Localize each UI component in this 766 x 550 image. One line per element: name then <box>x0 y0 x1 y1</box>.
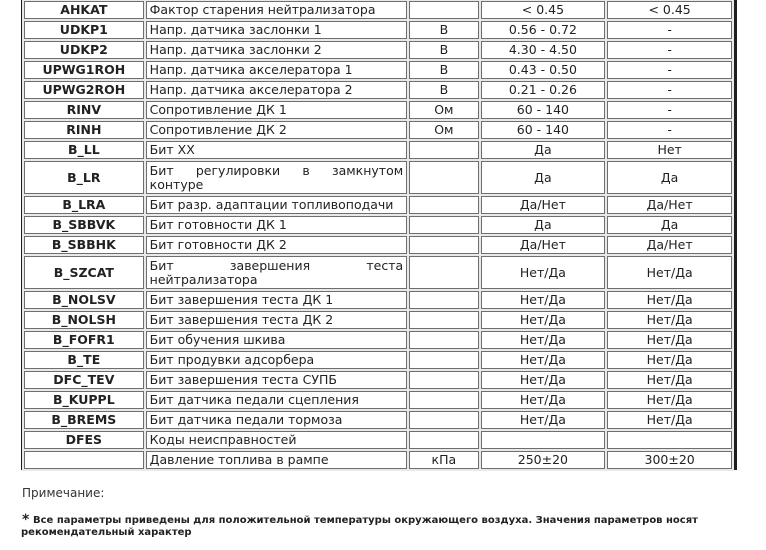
table-row <box>24 161 732 194</box>
param-description-cell: Бит разр. адаптации топливоподачи <box>146 196 407 214</box>
param-value-2-cell: Нет/Да <box>607 351 732 369</box>
param-code-cell: B_KUPPL <box>24 391 144 409</box>
param-description-cell: Бит завершения теста СУПБ <box>146 371 407 389</box>
param-unit-cell: В <box>409 61 478 79</box>
param-code-cell: B_FOFR1 <box>24 331 144 349</box>
table-row <box>24 21 732 39</box>
table-row <box>24 41 732 59</box>
param-unit-cell: В <box>409 81 478 99</box>
param-code-cell: B_SZCAT <box>24 256 144 289</box>
param-description-cell: Давление топлива в рампе <box>146 451 407 469</box>
param-value-1-cell: Нет/Да <box>481 411 606 429</box>
param-value-2-cell: - <box>607 21 732 39</box>
table-row <box>24 256 732 289</box>
param-description-cell: Бит завершения теста ДК 1 <box>146 291 407 309</box>
param-unit-cell <box>409 196 478 214</box>
param-value-1-cell: Нет/Да <box>481 351 606 369</box>
param-unit-cell: В <box>409 41 478 59</box>
param-value-1-cell: Нет/Да <box>481 256 606 289</box>
param-unit-cell <box>409 256 478 289</box>
table-row <box>24 1 732 19</box>
param-code-cell: B_NOLSH <box>24 311 144 329</box>
param-unit-cell <box>409 291 478 309</box>
param-value-1-cell: 0.21 - 0.26 <box>481 81 606 99</box>
param-value-2-cell: Да <box>607 216 732 234</box>
param-unit-cell <box>409 161 478 194</box>
param-value-1-cell: Нет/Да <box>481 291 606 309</box>
param-value-2-cell: Да/Нет <box>607 236 732 254</box>
param-unit-cell: кПа <box>409 451 478 469</box>
param-description-cell: Бит обучения шкива <box>146 331 407 349</box>
param-description-cell: Напр. датчика акселератора 2 <box>146 81 407 99</box>
param-code-cell: B_BREMS <box>24 411 144 429</box>
param-code-cell: DFC_TEV <box>24 371 144 389</box>
param-code-cell: DFES <box>24 431 144 449</box>
param-value-1-cell: 4.30 - 4.50 <box>481 41 606 59</box>
param-value-1-cell: 0.56 - 0.72 <box>481 21 606 39</box>
param-value-1-cell: 0.43 - 0.50 <box>481 61 606 79</box>
param-unit-cell <box>409 371 478 389</box>
param-description-cell: Напр. датчика заслонки 2 <box>146 41 407 59</box>
param-description-cell: Бит регулировки в замкнутом контуре <box>146 161 407 194</box>
param-code-cell: UDKP1 <box>24 21 144 39</box>
param-value-2-cell: Нет/Да <box>607 331 732 349</box>
param-value-2-cell: - <box>607 41 732 59</box>
param-value-1-cell: Да/Нет <box>481 196 606 214</box>
note-text: Все параметры приведены для положительной температуры окружающего воздуха. Значения параметров носят рекомендательный характер <box>21 515 698 538</box>
param-description-cell: Бит завершения теста нейтрализатора <box>146 256 407 289</box>
param-value-2-cell: 300±20 <box>607 451 732 469</box>
param-value-2-cell: Нет/Да <box>607 291 732 309</box>
param-description-cell: Бит готовности ДК 1 <box>146 216 407 234</box>
param-description-cell: Коды неисправностей <box>146 431 407 449</box>
param-value-1-cell <box>481 431 606 449</box>
param-value-2-cell: < 0.45 <box>607 1 732 19</box>
param-value-1-cell: Да <box>481 141 606 159</box>
parameters-table-frame <box>21 0 737 470</box>
table-row <box>24 351 732 369</box>
param-description-cell: Бит завершения теста ДК 2 <box>146 311 407 329</box>
param-description-cell: Бит продувки адсорбера <box>146 351 407 369</box>
note-title: Примечание: <box>22 486 105 500</box>
param-value-1-cell: 250±20 <box>481 451 606 469</box>
param-unit-cell <box>409 351 478 369</box>
param-value-2-cell: - <box>607 81 732 99</box>
param-unit-cell <box>409 311 478 329</box>
param-unit-cell <box>409 216 478 234</box>
table-row <box>24 81 732 99</box>
table-row <box>24 101 732 119</box>
param-value-1-cell: Нет/Да <box>481 331 606 349</box>
param-description-cell: Бит датчика педали сцепления <box>146 391 407 409</box>
param-description-cell: Сопротивление ДК 1 <box>146 101 407 119</box>
param-code-cell: B_SBBVK <box>24 216 144 234</box>
param-value-1-cell: Да/Нет <box>481 236 606 254</box>
param-code-cell: B_LRA <box>24 196 144 214</box>
param-value-2-cell: Нет/Да <box>607 391 732 409</box>
param-unit-cell <box>409 431 478 449</box>
param-description-cell: Напр. датчика акселератора 1 <box>146 61 407 79</box>
param-unit-cell <box>409 1 478 19</box>
table-row <box>24 196 732 214</box>
table-row <box>24 411 732 429</box>
param-code-cell: B_LL <box>24 141 144 159</box>
param-value-1-cell: Да <box>481 161 606 194</box>
param-unit-cell <box>409 391 478 409</box>
param-description-cell: Сопротивление ДК 2 <box>146 121 407 139</box>
table-row <box>24 391 732 409</box>
table-row <box>24 61 732 79</box>
param-code-cell: B_LR <box>24 161 144 194</box>
param-value-2-cell: Нет/Да <box>607 371 732 389</box>
table-row <box>24 311 732 329</box>
param-unit-cell <box>409 331 478 349</box>
param-description-cell: Бит ХХ <box>146 141 407 159</box>
param-unit-cell <box>409 411 478 429</box>
param-value-2-cell: - <box>607 61 732 79</box>
param-unit-cell: В <box>409 21 478 39</box>
param-value-1-cell: 60 - 140 <box>481 101 606 119</box>
param-value-2-cell: Да/Нет <box>607 196 732 214</box>
param-value-1-cell: < 0.45 <box>481 1 606 19</box>
param-code-cell: UPWG2ROH <box>24 81 144 99</box>
parameters-table-body <box>24 1 732 469</box>
param-value-2-cell: Да <box>607 161 732 194</box>
table-row <box>24 451 732 469</box>
table-row <box>24 236 732 254</box>
table-row <box>24 291 732 309</box>
table-row <box>24 431 732 449</box>
parameters-table <box>22 0 734 471</box>
param-description-cell: Бит готовности ДК 2 <box>146 236 407 254</box>
param-value-1-cell: Нет/Да <box>481 371 606 389</box>
param-value-2-cell: - <box>607 101 732 119</box>
param-description-cell: Напр. датчика заслонки 1 <box>146 21 407 39</box>
param-description-cell: Фактор старения нейтрализатора <box>146 1 407 19</box>
param-unit-cell <box>409 236 478 254</box>
param-code-cell: B_TE <box>24 351 144 369</box>
note-asterisk: * <box>22 512 30 528</box>
param-code-cell: RINV <box>24 101 144 119</box>
param-unit-cell: Ом <box>409 101 478 119</box>
table-row <box>24 331 732 349</box>
table-row <box>24 121 732 139</box>
param-code-cell: B_SBBHK <box>24 236 144 254</box>
param-value-1-cell: Да <box>481 216 606 234</box>
param-value-1-cell: Нет/Да <box>481 391 606 409</box>
param-code-cell: RINH <box>24 121 144 139</box>
param-value-2-cell: Нет <box>607 141 732 159</box>
param-value-2-cell <box>607 431 732 449</box>
param-unit-cell: Ом <box>409 121 478 139</box>
param-value-2-cell: Нет/Да <box>607 411 732 429</box>
param-code-cell: UDKP2 <box>24 41 144 59</box>
table-row <box>24 371 732 389</box>
param-value-2-cell: Нет/Да <box>607 311 732 329</box>
param-description-cell: Бит датчика педали тормоза <box>146 411 407 429</box>
param-code-cell <box>24 451 144 469</box>
table-row <box>24 141 732 159</box>
param-value-2-cell: Нет/Да <box>607 256 732 289</box>
param-code-cell: UPWG1ROH <box>24 61 144 79</box>
param-value-1-cell: Нет/Да <box>481 311 606 329</box>
param-unit-cell <box>409 141 478 159</box>
param-code-cell: AHKAT <box>24 1 144 19</box>
param-value-2-cell: - <box>607 121 732 139</box>
table-row <box>24 216 732 234</box>
param-value-1-cell: 60 - 140 <box>481 121 606 139</box>
param-code-cell: B_NOLSV <box>24 291 144 309</box>
